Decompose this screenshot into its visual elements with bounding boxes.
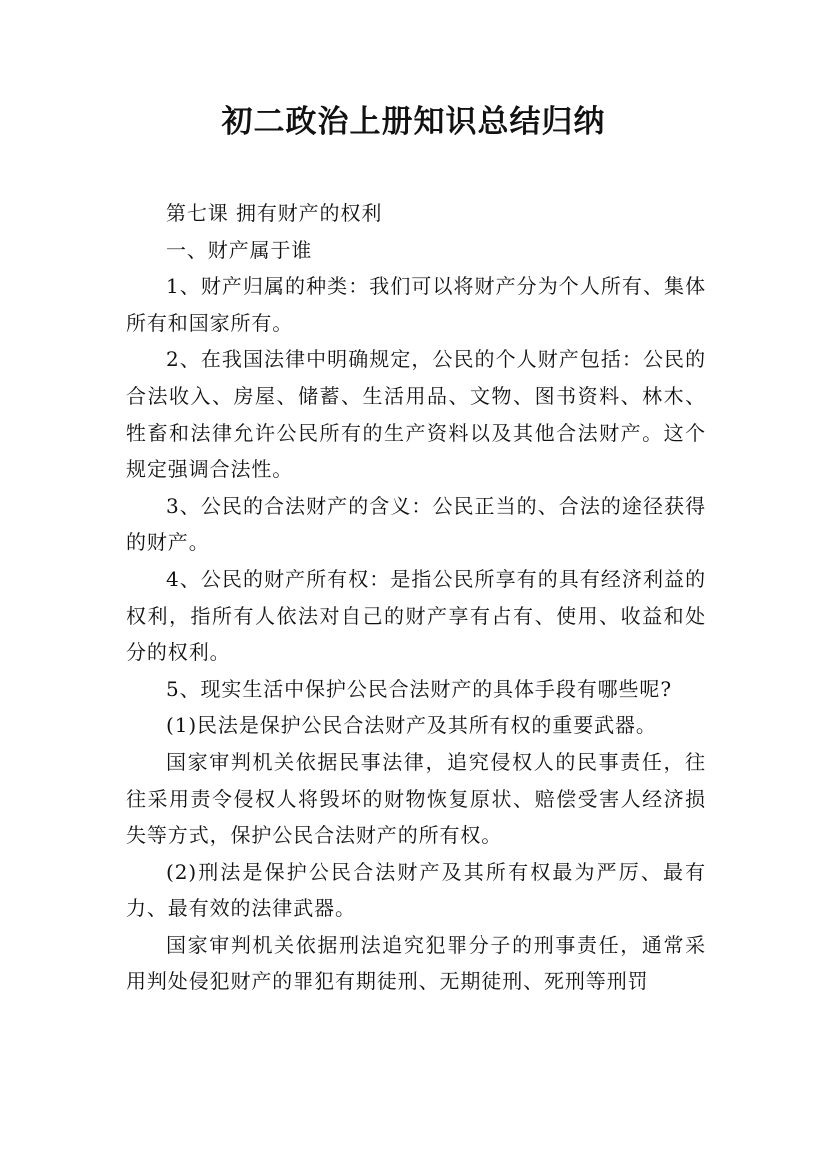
document-title: 初二政治上册知识总结归纳	[221, 104, 606, 140]
paragraph: (1)民法是保护公民合法财产及其所有权的重要武器。	[166, 713, 657, 738]
paragraph: 4、公民的财产所有权：是指公民所享有的具有经济利益的权利，指所有人依法对自己的财产享有占有、使用、收益和处分的权利。	[126, 566, 706, 665]
lesson-heading: 第七课 拥有财产的权利	[166, 201, 383, 225]
paragraph: 国家审判机关依据刑法追究犯罪分子的刑事责任，通常采用判处侵犯财产的罪犯有期徒刑、无期徒刑、死刑等刑罚	[126, 932, 706, 994]
paragraph: (2)刑法是保护公民合法财产及其所有权最为严厉、最有力、最有效的法律武器。	[126, 859, 706, 921]
paragraph: 国家审判机关依据民事法律，追究侵权人的民事责任，往往采用责令侵权人将毁坏的财物恢复原状、赔偿受害人经济损失等方式，保护公民合法财产的所有权。	[126, 749, 706, 848]
paragraph: 3、公民的合法财产的含义：公民正当的、合法的途径获得的财产。	[126, 493, 706, 555]
paragraph: 5、现实生活中保护公民合法财产的具体手段有哪些呢?	[166, 676, 672, 701]
paragraph: 2、在我国法律中明确规定，公民的个人财产包括：公民的合法收入、房屋、储蓄、生活用品、文物、图书资料、林木、牲畜和法律允许公民所有的生产资料以及其他合法财产。这个规定强调合法性。	[126, 347, 706, 482]
document-body	[126, 195, 706, 1000]
section-heading: 一、财产属于谁	[166, 237, 313, 262]
paragraph: 1、财产归属的种类：我们可以将财产分为个人所有、集体所有和国家所有。	[126, 274, 706, 335]
